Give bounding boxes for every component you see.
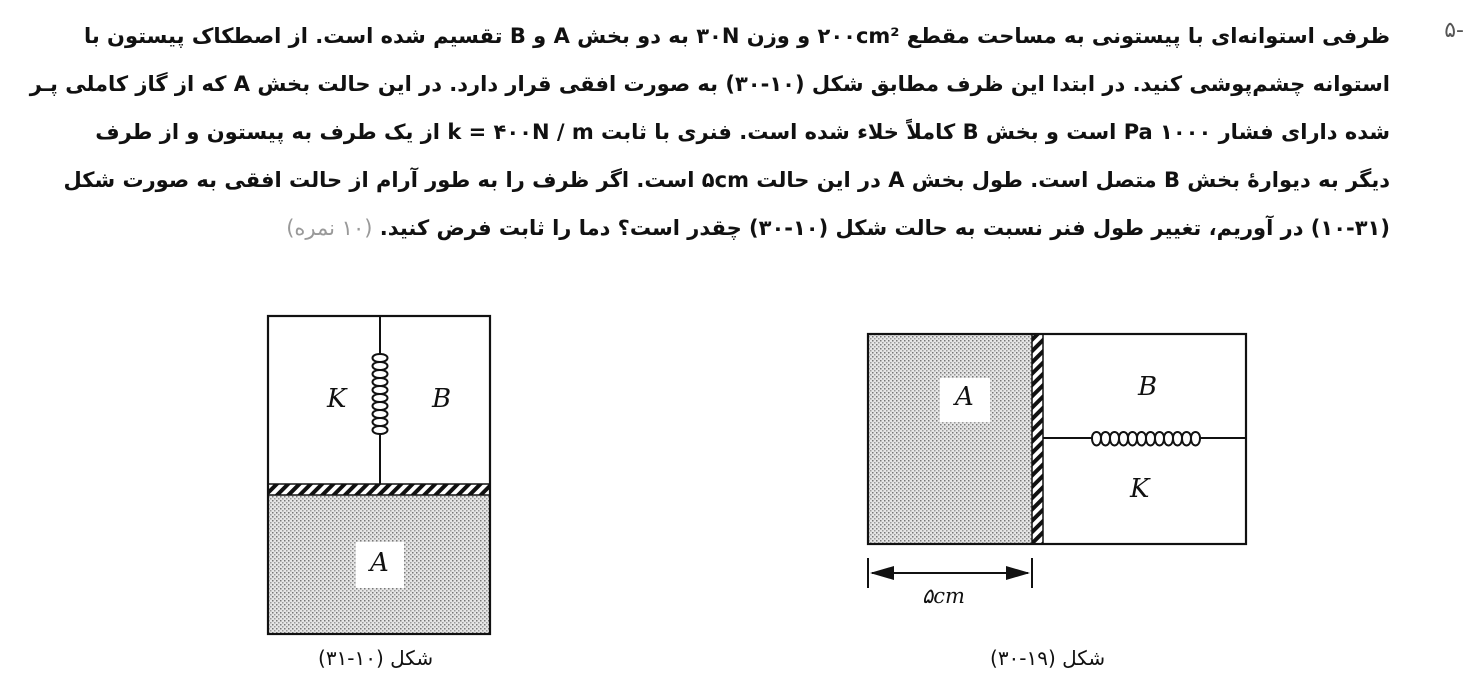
- dimension-arrow-right: [1006, 566, 1030, 580]
- left-label-k: K: [327, 384, 347, 414]
- left-figure-shapes: [268, 316, 490, 634]
- problem-line: (۱۰-۳۱) در آوریم، تغییر طول فنر نسبت به حالت شکل (۱۰-۳۰) چقدر است؟ دما را ثابت فرض کنید.: [379, 216, 1390, 240]
- problem-number: -۵: [1444, 18, 1464, 43]
- right-label-k: K: [1130, 474, 1150, 504]
- problem-line: شده دارای فشار Pa ۱۰۰۰ است و بخش B کاملاً خلاء شده است. فنری با ثابت k = ۴۰۰N / m از یک طرف به پیستون و از طرف: [95, 120, 1390, 144]
- problem-line: ظرفی استوانه‌ای با پیستونی به مساحت مقطع ۲۰۰cm² و وزن ۳۰N به دو بخش A و B تقسیم شده است. از اصطکاک پیستون با: [83, 24, 1390, 48]
- left-figure-caption: شکل (۱۰-۳۱): [318, 646, 434, 670]
- problem-line: استوانه چشم‌پوشی کنید. در ابتدا این ظرف مطابق شکل (۱۰-۳۰) به صورت افقی قرار دارد. در این حالت بخش A که از گاز کاملی پـر: [29, 72, 1390, 96]
- left-label-a: A: [370, 548, 389, 578]
- piston: [1032, 334, 1043, 544]
- right-label-a: A: [955, 382, 974, 412]
- dimension-label: ۵cm: [922, 584, 965, 608]
- piston: [268, 484, 490, 495]
- points-badge: (۱۰ نمره): [286, 216, 373, 240]
- spring-coil: [373, 354, 388, 434]
- problem-line: دیگر به دیوارهٔ بخش B متصل است. طول بخش A در این حالت ۵cm است. اگر ظرف را به طور آرام از حالت افقی به صورت شکل: [63, 168, 1390, 192]
- spring-coil: [1092, 432, 1200, 446]
- right-figure-caption: شکل (۱۹-۳۰): [990, 646, 1106, 670]
- left-label-b: B: [432, 384, 452, 414]
- right-label-b: B: [1138, 372, 1158, 402]
- gas-region-a: [868, 334, 1032, 544]
- dimension-arrow-left: [870, 566, 894, 580]
- right-figure-shapes: [868, 334, 1246, 588]
